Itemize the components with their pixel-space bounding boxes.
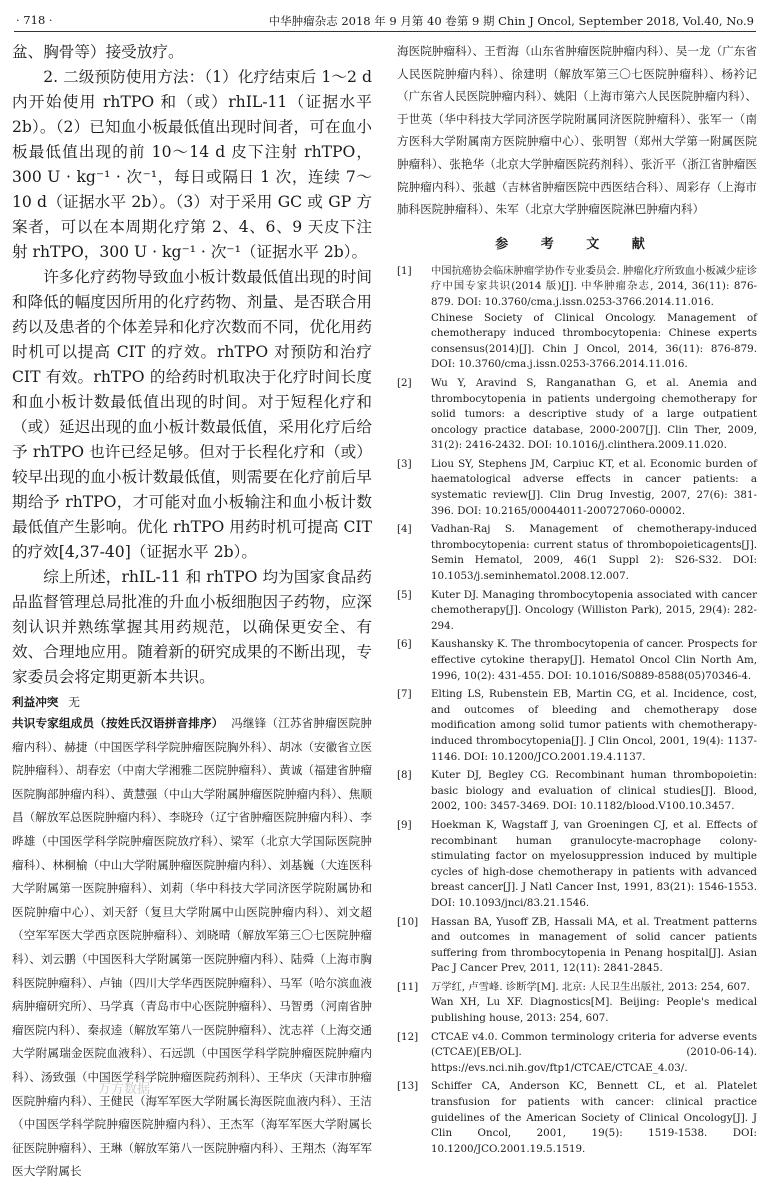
body-text [12,40,372,690]
conflict-of-interest [12,692,372,712]
reference-item [397,264,757,373]
reference-number: [8] [397,769,412,782]
reference-number: [7] [397,688,412,701]
reference-item [397,522,757,584]
reference-item [397,687,757,765]
paragraph: 盆、胸骨等）接受放疗。 [12,43,184,61]
reference-item [397,376,757,454]
reference-item [397,588,757,635]
references-heading: 参 考 文 献 [495,236,659,252]
page-number: · 718 · [16,13,53,27]
reference-text: Liou SY, Stephens JM, Carpiuc KT, et al. Economic burden of haematological adverse effects in cancer patients: a systematic review[J]. Clin Drug Investig, 2007, 27(6): 381-396. DOI: 10.2165/00044011-200727060-00002. [431,457,757,517]
reference-text: 中国抗癌协会临床肿瘤学协作专业委员会. 肿瘤化疗所致血小板减少症诊疗中国专家共识(2014 版)[J]. 中华肿瘤杂志, 2014, 36(11): 876-879. DOI: 10.3760/cma.j.issn.0253-3766.2014.11.016. [431,264,757,308]
reference-text: CTCAE v4.0. Common terminology criteria for adverse events (CTCAE)[EB/OL]. (2010-06-14). https://evs.nci.nih.gov/ftp1/CTCAE/CTCAE_4.03/. [431,1030,757,1074]
reference-number: [2] [397,376,412,389]
reference-number: [6] [397,638,412,651]
expert-panel [12,712,372,1184]
reference-item [397,1030,757,1077]
expert-panel-continued: 海医院肿瘤科）、王哲海（山东省肿瘤医院肿瘤内科）、吴一龙（广东省人民医院肿瘤内科）、徐建明（解放军第三〇七医院肿瘤科）、杨衿记（广东省人民医院肿瘤内科）、姚阳（上海市第六人民医院肿瘤内科）、于世英（华中科技大学同济医学院附属同济医院肿瘤科）、张军一（南方医科大学附属南方医院肿瘤中心）、张明智（郑州大学第一附属医院肿瘤科）、张艳华（北京大学肿瘤医院药剂科）、张沂平（浙江省肿瘤医院肿瘤内科）、张越（吉林省肿瘤医院中西医结合科）、周彩存（上海市肺科医院肿瘤科）、朱军（北京大学肿瘤医院淋巴肿瘤内科） [397,44,757,217]
page-header [14,10,756,32]
paragraph: 许多化疗药物导致血小板计数最低值出现的时间和降低的幅度因所用的化疗药物、剂量、是否联合用药以及患者的个体差异和化疗次数而不同，优化用药时机可以提高 CIT 的疗效。rhTPO 对预防和治疗 CIT 有效。rhTPO 的给药时机取决于化疗时间长度和血小板计数最低值出现的时间。对于短程化疗和（或）延迟出现的血小板计数最低值，采用化疗后给予 rhTPO 也许已经足够。但对于长程化疗和（或）较早出现的血小板计数最低值，则需要在化疗前后早期给予 rhTPO，才可能对血小板输注和血小板计数最低值产生影响。优化 rhTPO 用药时机可提高 CIT 的疗效[4,37-40]（证据水平 2b）。 [12,268,372,561]
reference-text-english: Wan XH, Lu XF. Diagnostics[M]. Beijing: People's medical publishing house, 2013: 254, 607. [431,996,757,1025]
reference-item [397,457,757,519]
reference-number: [4] [397,523,412,536]
reference-text: Kuter DJ, Begley CG. Recombinant human thrombopoietin: basic biology and evaluation of clinical studies[J]. Blood, 2002, 100: 3457-3469. DOI: 10.1182/blood.V100.10.3457. [431,769,757,813]
watermark: 万方数据 [98,1082,151,1097]
reference-item [397,980,757,1027]
reference-number: [10] [397,915,419,928]
reference-text: Hoekman K, Wagstaff J, van Groeningen CJ, et al. Effects of recombinant human granulocyte-macrophage colony-stimulating factor on myelosuppression induced by multiple cycles of high-dose chemotherapy in patients with advanced breast cancer[J]. J Natl Cancer Inst, 1991, 83(21): 1546-1553. DOI: 10.1093/jnci/83.21.1546. [431,818,757,909]
reference-list [397,264,757,1158]
reference-item [397,768,757,815]
reference-text-english: Chinese Society of Clinical Oncology. Management of chemotherapy induced thrombocytopenia: Chinese experts consensus(2014)[J]. Chin J Oncol, 2014, 36(11): 876-879. DOI: 10.3760/cma.j.issn.0253-3766.2014.11.016. [431,311,757,371]
reference-number: [9] [397,818,412,831]
reference-number: [13] [397,1080,419,1093]
coi-label: 利益冲突 [12,695,59,709]
reference-number: [3] [397,457,412,470]
right-column [397,40,757,1160]
reference-text: 万学红, 卢雪峰. 诊断学[M]. 北京: 人民卫生出版社, 2013: 254, 607. [431,980,750,993]
expert-panel-label: 共识专家组成员（按姓氏汉语拼音排序） [12,716,224,730]
coi-value: 无 [68,695,80,709]
reference-number: [11] [397,980,419,993]
reference-item [397,915,757,977]
reference-text: Schiffer CA, Anderson KC, Bennett CL, et al. Platelet transfusion for patients with cancer: clinical practice guidelines of the American Society of Clinical Oncology[J]. J Clin Oncol, 2001, 19(5): 1519-1538. DOI: 10.1200/JCO.2001.19.5.1519. [431,1080,757,1155]
reference-text: Vadhan-Raj S. Management of chemotherapy-induced thrombocytopenia: current status of thrombopoieticagents[J]. Semin Hematol, 2009, 46(1 Suppl 2): S26-S32. DOI: 10.1053/j.seminhematol.2008.12.007. [431,523,757,583]
reference-item [397,818,757,912]
reference-text: Wu Y, Aravind S, Ranganathan G, et al. Anemia and thrombocytopenia in patients undergoing chemotherapy for solid tumors: a descriptive study of a large outpatient oncology practice database, 2000-2007[J]. Clin Ther, 2009, 31(2): 2416-2432. DOI: 10.1016/j.clinthera.2009.11.020. [431,376,757,452]
reference-text: Hassan BA, Yusoff ZB, Hassali MA, et al. Treatment patterns and outcomes in management of solid cancer patients suffering from thrombocytopenia in Penang hospital[J]. Asian Pac J Cancer Prev, 2011, 12(11): 2841-2845. [431,915,757,975]
reference-text: Elting LS, Rubenstein EB, Martin CG, et al. Incidence, cost, and outcomes of bleeding and chemotherapy dose modification among solid tumor patients with chemotherapy-induced thrombocytopenia[J]. J Clin Oncol, 2001, 19(4): 1137-1146. DOI: 10.1200/JCO.2001.19.4.1137. [431,688,757,763]
reference-text: Kaushansky K. The thrombocytopenia of cancer. Prospects for effective cytokine therapy[J]. Hematol Oncol Clin North Am, 1996, 10(2): 431-455. DOI: 10.1016/S0889-8588(05)70346-4. [431,638,757,682]
reference-number: [5] [397,588,412,601]
paragraph: 2. 二级预防使用方法：（1）化疗结束后 1～2 d 内开始使用 rhTPO 和（或）rhIL-11（证据水平 2b）。（2）已知血小板最低值出现时间者，可在血小板最低值出现的前 10～14 d 皮下注射 rhTPO，300 U · kg⁻¹ · 次⁻¹，每日或隔日 1 次，连续 7～10 d（证据水平 2b）。（3）对于采用 GC 或 GP 方案者，可以在本周期化疗第 2、4、6、9 天皮下注射 rhTPO，300 U · kg⁻¹ · 次⁻¹（证据水平 2b）。 [12,68,372,261]
paragraph: 综上所述，rhIL-11 和 rhTPO 均为国家食品药品监督管理总局批准的升血小板细胞因子药物，应深刻认识并熟练掌握其用药规范，以确保更安全、有效、合理地应用。随着新的研究成果的不断出现，专家委员会将定期更新本共识。 [12,568,372,686]
reference-number: [12] [397,1030,419,1043]
reference-text: Kuter DJ. Managing thrombocytopenia associated with cancer chemotherapy[J]. Oncology (Williston Park), 2015, 29(4): 282-294. [431,588,757,632]
journal-title: 中华肿瘤杂志 2018 年 9 月第 40 卷第 9 期 Chin J Oncol, September 2018, Vol.40, No.9 [268,14,754,28]
reference-number: [1] [397,264,412,277]
left-column [12,40,372,1184]
expert-panel-list: 冯继锋（江苏省肿瘤医院肿瘤内科）、赫捷（中国医学科学院肿瘤医院胸外科）、胡冰（安徽省立医院肿瘤科）、胡春宏（中南大学湘雅二医院肿瘤科）、黄诚（福建省肿瘤医院胸部肿瘤内科）、黄慧强（中山大学附属肿瘤医院肿瘤内科）、焦顺昌（解放军总医院肿瘤内科）、李晓玲（辽宁省肿瘤医院肿瘤内科）、李晔雄（中国医学科学院肿瘤医院放疗科）、梁军（北京大学国际医院肿瘤科）、林桐榆（中山大学附属肿瘤医院肿瘤内科）、刘基巍（大连医科大学附属第一医院肿瘤科）、刘莉（华中科技大学同济医学院附属协和医院肿瘤中心）、刘天舒（复旦大学附属中山医院肿瘤内科）、刘文超（空军军医大学西京医院肿瘤科）、刘晓晴（解放军第三〇七医院肿瘤科）、刘云鹏（中国医科大学附属第一医院肿瘤内科）、陆舜（上海市胸科医院肿瘤科）、卢铀（四川大学华西医院肿瘤科）、马军（哈尔滨血液病肿瘤研究所）、马学真（青岛市中心医院肿瘤科）、马智勇（河南省肿瘤医院内科）、秦叔逵（解放军第八一医院肿瘤科）、沈志祥（上海交通大学附属瑞金医院血液科）、石远凯（中国医学科学院肿瘤医院肿瘤内科）、汤致强（中国医学科学院肿瘤医院药剂科）、王华庆（天津市肿瘤医院肿瘤内科）、王健民（海军军医大学附属长海医院血液内科）、王洁（中国医学科学院肿瘤医院肿瘤内科）、王杰军（海军军医大学附属长征医院肿瘤科）、王琳（解放军第八一医院肿瘤内科）、王翔杰（海军军医大学附属长 [12,716,372,1179]
reference-item [397,1079,757,1157]
reference-item [397,637,757,684]
